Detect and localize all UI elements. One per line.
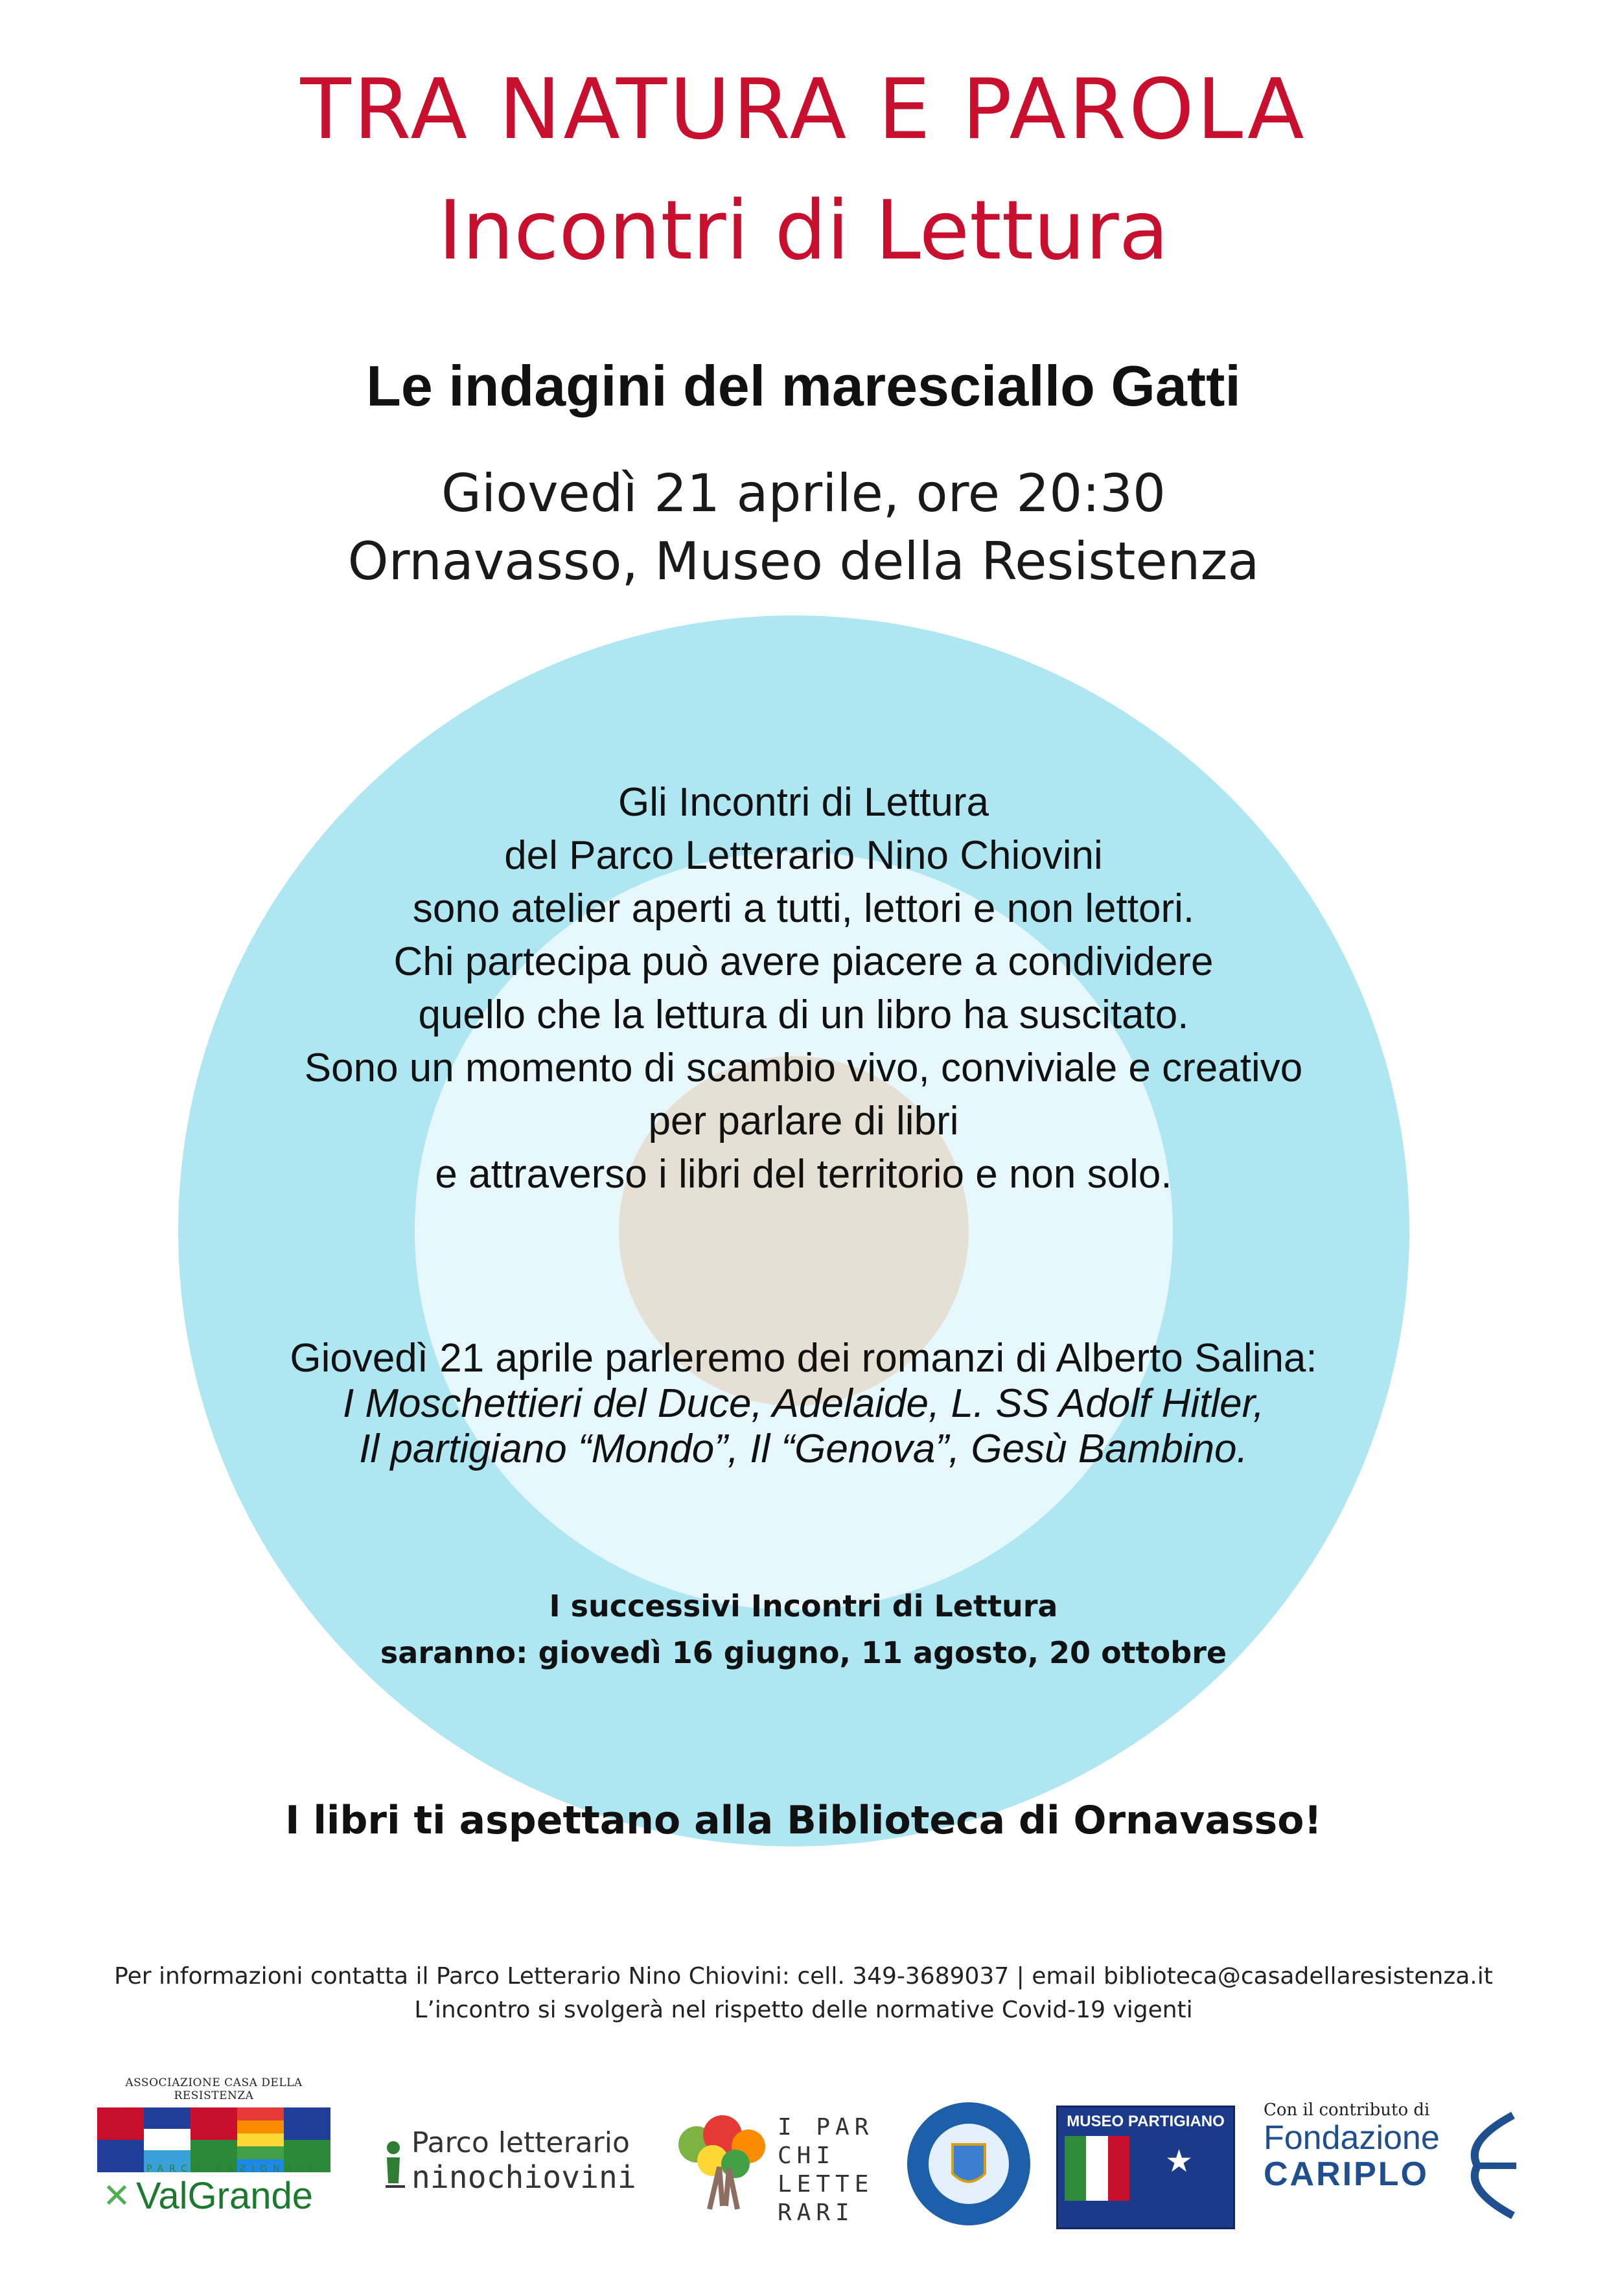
cariplo-line-1: Fondazione [1264,2119,1440,2157]
valgrande-name: ValGrande [136,2175,313,2217]
books-titles-line: Il partigiano “Mondo”, Il “Genova”, Gesù Bambino. [359,1427,1248,1471]
parchi-letterari-logo [778,2113,881,2227]
comune-seal-icon [907,2102,1030,2225]
event-location: Ornavasso, Museo della Resistenza [347,531,1260,591]
books-intro: Giovedì 21 aprile parleremo dei romanzi di Alberto Salina: [290,1336,1317,1381]
next-meetings-line: saranno: giovedì 16 giugno, 11 agosto, 20 ottobre [380,1635,1227,1670]
description-line: Sono un momento di scambio vivo, conviviale e creativo [304,1046,1303,1090]
pen-figure-icon [379,2122,411,2199]
cariplo-mark-icon [1451,2109,1523,2222]
casa-resistenza-logo [97,2076,330,2172]
parco-line-2: ninochiovini [411,2159,636,2196]
parchi-line: CHI [778,2142,836,2169]
casa-resistenza-label: ASSOCIAZIONE CASA DELLA RESISTENZA [125,2076,303,2102]
flags-strip [97,2107,330,2172]
description-line: sono atelier aperti a tutti, lettori e non lettori. [412,886,1195,931]
closing-line: I libri ti aspettano alla Biblioteca di Ornavasso! [285,1798,1322,1843]
tree-icon [674,2109,771,2212]
covid-notice: L’incontro si svolgerà nel rispetto delle normative Covid-19 vigenti [414,1997,1193,2023]
description-line: Gli Incontri di Lettura [618,780,989,825]
valgrande-logo [97,2164,330,2218]
fondazione-cariplo-logo [1264,2100,1484,2192]
event-date-time: Giovedì 21 aprile, ore 20:30 [441,463,1166,523]
italian-flag-icon [1065,2136,1129,2201]
description-line: quello che la lettura di un libro ha suscitato. [418,993,1189,1037]
next-meetings [0,1583,1607,1676]
books-titles-line: I Moschettieri del Duce, Adelaide, L. SS Adolf Hitler, [342,1381,1265,1426]
description-line: del Parco Letterario Nino Chiovini [504,833,1103,878]
valgrande-small-label: PARCO NAZIONALE [146,2164,320,2174]
parchi-line: RARI [778,2199,855,2226]
parco-letterario-logo [379,2122,651,2199]
parchi-line: I PAR [778,2114,874,2141]
event-title: Le indagini del maresciallo Gatti [366,354,1241,418]
description-block [0,776,1607,1201]
cariplo-contribution-label: Con il contributo di [1264,2100,1430,2120]
description-line: e attraverso i libri del territorio e non solo. [435,1152,1172,1197]
parco-line-1: Parco letterario [411,2126,630,2159]
description-line: per parlare di libri [648,1099,959,1143]
cariplo-line-2: CARIPLO [1264,2155,1429,2193]
star-icon: ★ [1165,2143,1194,2179]
description-line: Chi partecipa può avere piacere a condividere [393,939,1214,984]
poster-title: TRA NATURA E PAROLA [300,62,1307,158]
valgrande-mark-icon: ✕ [102,2176,131,2216]
footer-info [0,1960,1607,2027]
poster-subtitle: Incontri di Lettura [438,183,1169,278]
museo-title: MUSEO PARTIGIANO [1067,2113,1225,2130]
next-meetings-line: I successivi Incontri di Lettura [549,1589,1058,1624]
parchi-line: LETTE [778,2171,874,2198]
books-block [0,1336,1607,1472]
museo-partigiano-logo [1056,2106,1235,2229]
contact-line: Per informazioni contatta il Parco Letterario Nino Chiovini: cell. 349-3689037 | email biblioteca@casadellaresistenza.it [114,1963,1493,1990]
